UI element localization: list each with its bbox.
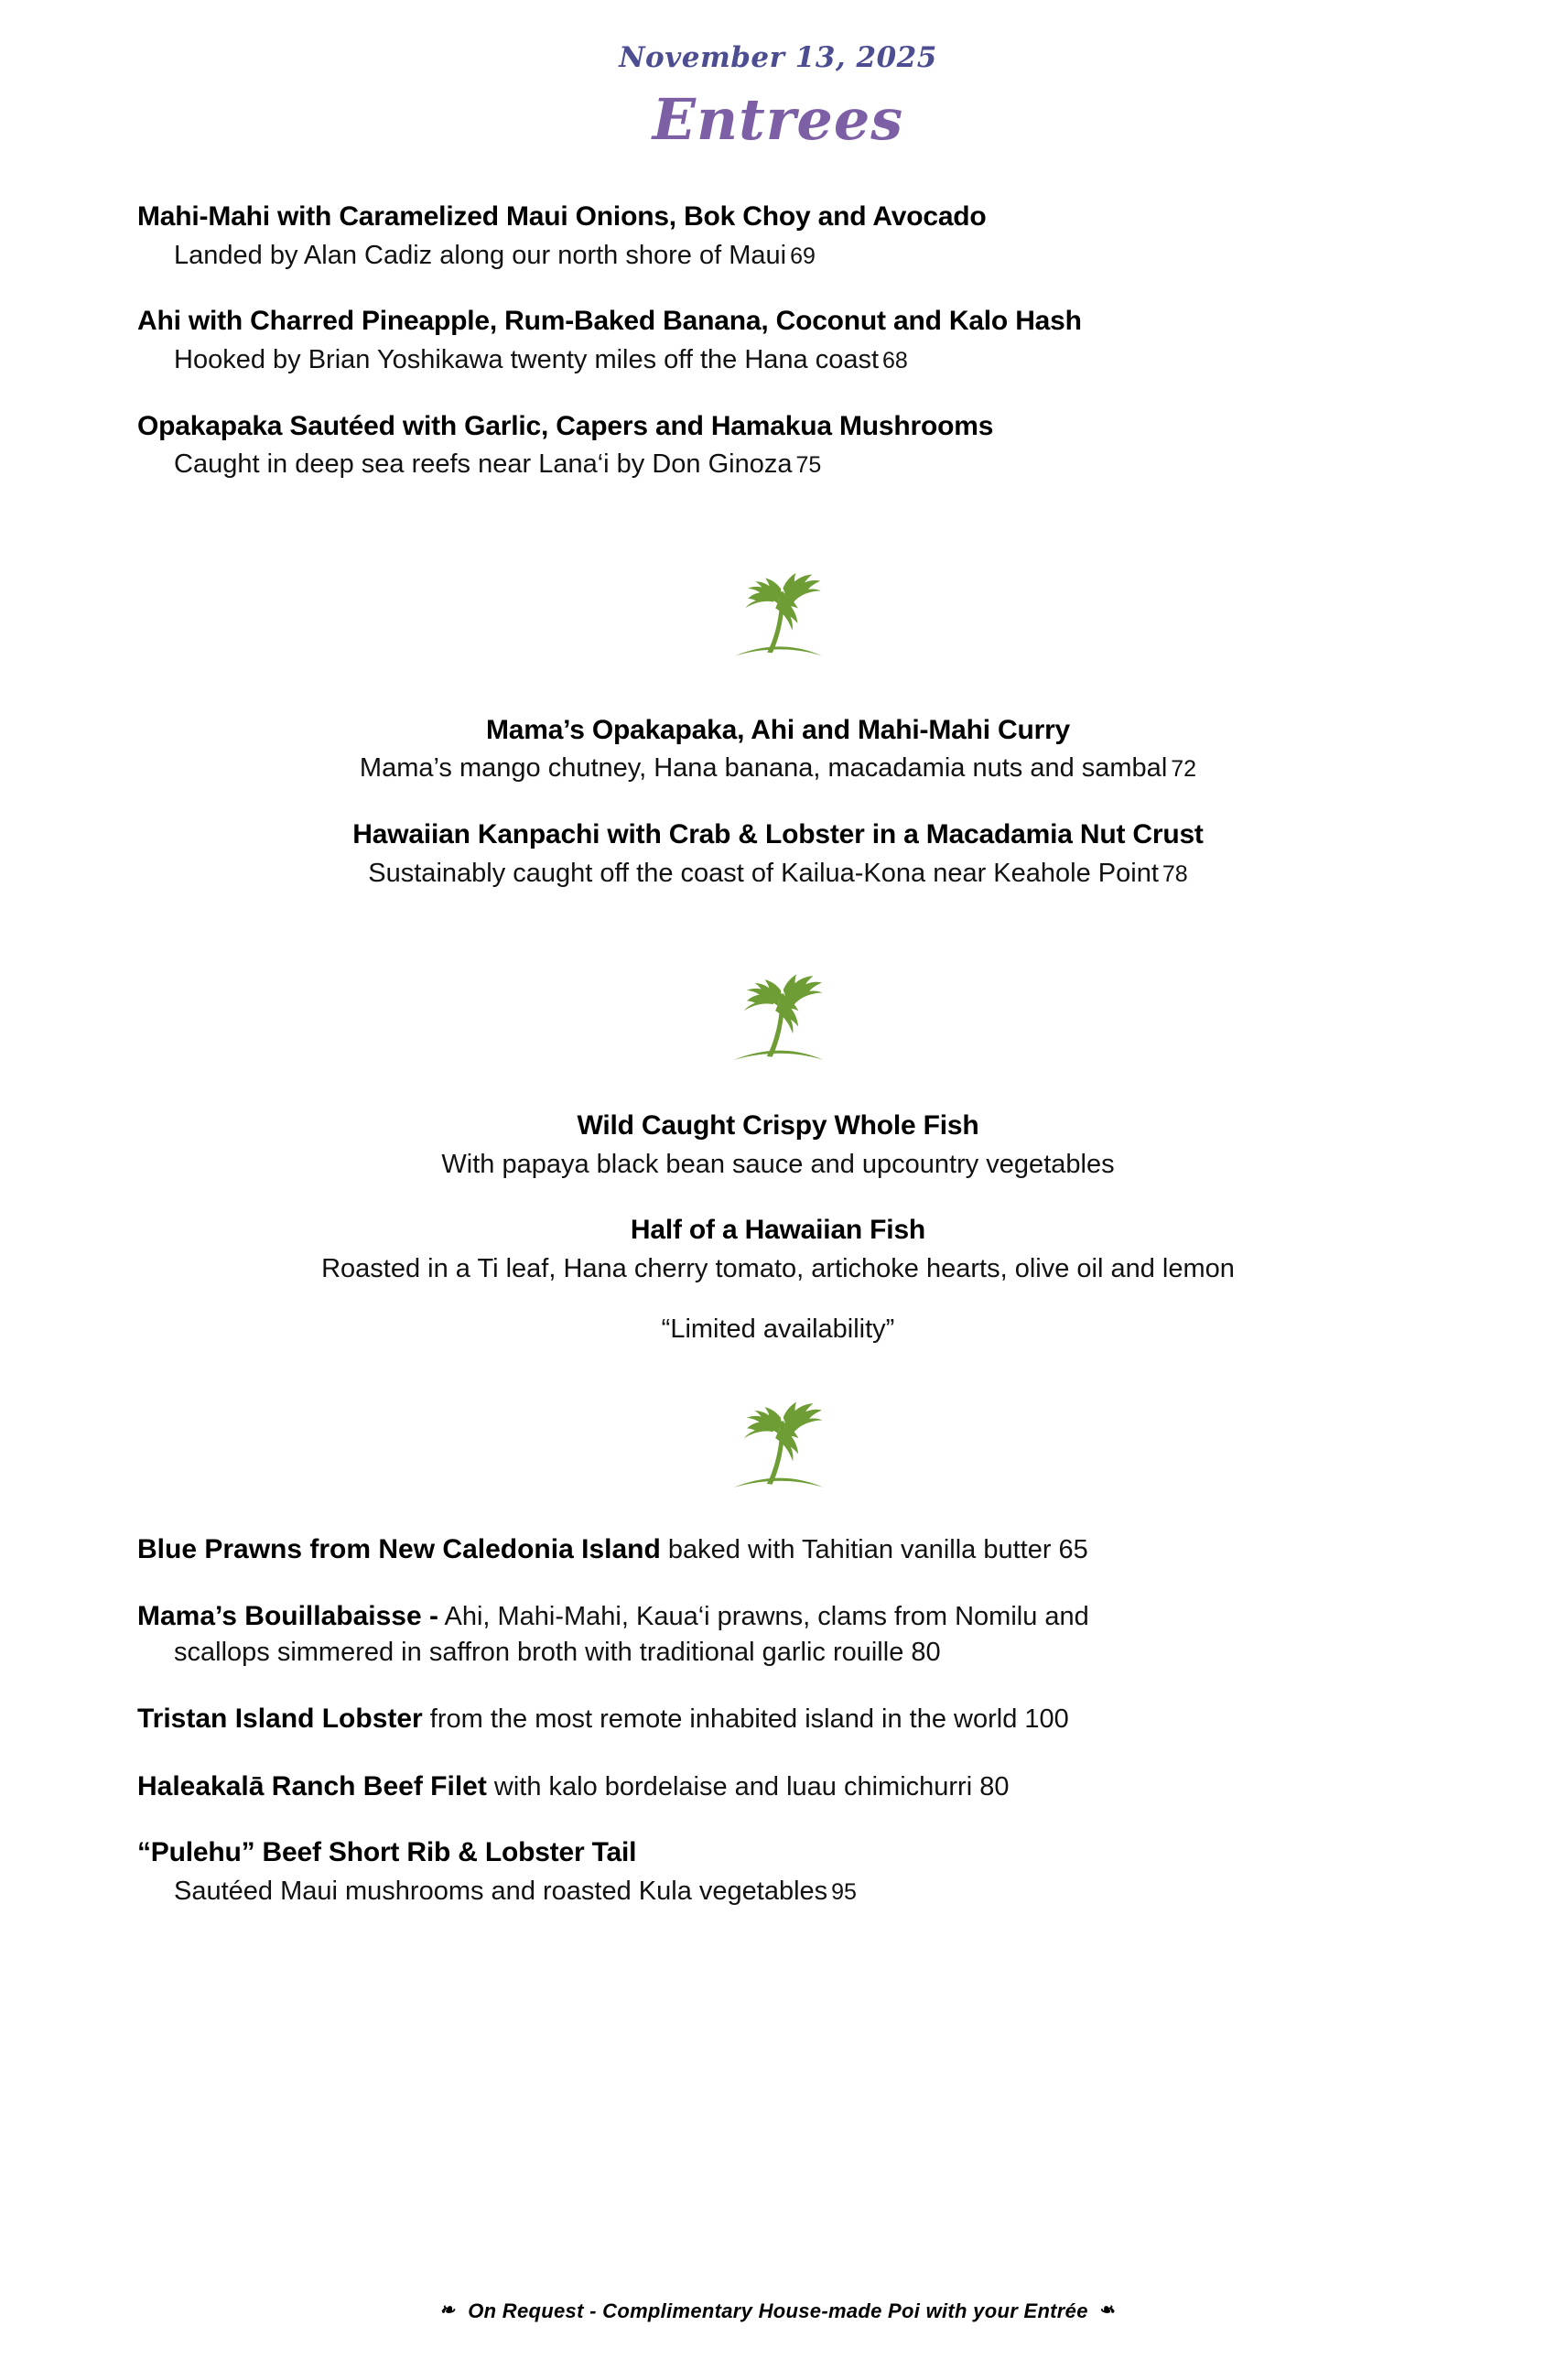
menu-date: November 13, 2025 <box>619 41 937 74</box>
menu-item-price: 75 <box>795 452 822 479</box>
menu-item-line <box>137 1531 1419 1568</box>
palm-tree-icon <box>722 962 834 1072</box>
palm-tree-icon <box>724 561 832 667</box>
menu-item-title: Wild Caught Crispy Whole Fish <box>577 1110 979 1141</box>
menu-item <box>137 1213 1419 1286</box>
menu-item <box>137 304 1419 377</box>
leaf-sprig-icon: ❧ <box>439 2300 456 2320</box>
menu-item-desc-text: from the most remote inhabited island in the world 100 <box>422 1704 1069 1735</box>
menu-item-title: “Pulehu” Beef Short Rib & Lobster Tail <box>137 1837 637 1868</box>
menu-item-desc-text: Ahi, Mahi-Mahi, Kaua‘i prawns, clams from Nomilu and <box>438 1602 1089 1632</box>
menu-item-title: Haleakalā Ranch Beef Filet <box>137 1770 487 1801</box>
menu-item-desc-text: Sautéed Maui mushrooms and roasted Kula vegetables <box>174 1876 828 1906</box>
menu-item <box>137 409 1419 482</box>
menu-item-description <box>137 448 1419 482</box>
menu-item <box>137 1109 1419 1182</box>
menu-item <box>137 1531 1419 1568</box>
menu-item-price: 69 <box>790 243 816 269</box>
menu-section-two <box>137 713 1419 891</box>
menu-item-title: Ahi with Charred Pineapple, Rum-Baked Banana, Coconut and Kalo Hash <box>137 306 1082 337</box>
menu-item-desc-text: baked with Tahitian vanilla butter 65 <box>660 1534 1088 1564</box>
menu-item-description <box>137 343 1419 378</box>
menu-content <box>0 200 1556 1909</box>
menu-item-line <box>137 1701 1419 1737</box>
menu-item-title: Blue Prawns from New Caledonia Island <box>137 1533 661 1564</box>
palm-tree-icon <box>722 1389 834 1500</box>
menu-item-desc-text: Caught in deep sea reefs near Lana‘i by Don Ginoza <box>174 449 793 480</box>
menu-item-description: Roasted in a Ti leaf, Hana cherry tomato, artichoke hearts, olive oil and lemon <box>321 1253 1235 1283</box>
menu-item-description <box>137 239 1419 274</box>
menu-item <box>137 1769 1419 1805</box>
menu-section-one <box>137 200 1419 482</box>
footer-note-text: On Request - Complimentary House-made Poi with your Entrée <box>468 2299 1088 2322</box>
menu-header <box>0 0 1556 152</box>
menu-item-desc-text: Mama’s mango chutney, Hana banana, macadamia nuts and sambal <box>359 753 1168 784</box>
menu-item-title: Tristan Island Lobster <box>137 1704 423 1735</box>
menu-item-desc-text: with kalo bordelaise and luau chimichurri 80 <box>486 1771 1010 1801</box>
menu-item-desc-text-2: scallops simmered in saffron broth with traditional garlic rouille 80 <box>174 1637 941 1667</box>
menu-item-title: Hawaiian Kanpachi with Crab & Lobster in a Macadamia Nut Crust <box>352 819 1204 850</box>
menu-item-title: Half of a Hawaiian Fish <box>630 1215 926 1246</box>
menu-item-title: Mahi-Mahi with Caramelized Maui Onions, Bok Choy and Avocado <box>137 201 987 233</box>
menu-section-four <box>137 1531 1419 1909</box>
menu-item-line <box>137 1769 1419 1805</box>
menu-section-three <box>137 1109 1419 1344</box>
section-divider <box>137 962 1419 1072</box>
menu-item-title: Mama’s Opakapaka, Ahi and Mahi-Mahi Curry <box>485 714 1071 745</box>
menu-item-price: 78 <box>1162 860 1188 887</box>
section-divider <box>137 561 1419 667</box>
menu-item <box>137 1598 1419 1670</box>
menu-item <box>137 200 1419 273</box>
menu-item-description <box>137 1875 1419 1909</box>
menu-item-price: 72 <box>1171 756 1197 783</box>
menu-item-desc-text: Landed by Alan Cadiz along our north shore of Maui <box>174 240 787 270</box>
menu-item-desc-text: Sustainably caught off the coast of Kailua-Kona near Keahole Point <box>368 858 1159 888</box>
menu-item-title: Mama’s Bouillabaisse - <box>137 1601 439 1632</box>
menu-item <box>137 817 1419 891</box>
page-title: Entrees <box>652 86 904 153</box>
menu-item-description <box>137 857 1419 892</box>
menu-item <box>137 713 1419 786</box>
menu-item-title: Opakapaka Sautéed with Garlic, Capers and Hamakua Mushrooms <box>137 410 994 441</box>
menu-item <box>137 1835 1419 1909</box>
menu-item <box>137 1701 1419 1737</box>
menu-item-desc-text: Hooked by Brian Yoshikawa twenty miles off the Hana coast <box>174 344 880 374</box>
menu-footer <box>0 2299 1556 2323</box>
section-divider <box>137 1389 1419 1500</box>
footer-note <box>439 2299 1117 2323</box>
menu-item-description: With papaya black bean sauce and upcountry vegetables <box>441 1149 1115 1179</box>
availability-note: “Limited availability” <box>661 1314 895 1344</box>
menu-item-price: 68 <box>882 347 908 373</box>
menu-item-line <box>137 1598 1419 1670</box>
menu-item-description <box>137 752 1419 786</box>
menu-item-price: 95 <box>831 1878 857 1905</box>
leaf-sprig-icon: ❧ <box>1100 2300 1117 2320</box>
